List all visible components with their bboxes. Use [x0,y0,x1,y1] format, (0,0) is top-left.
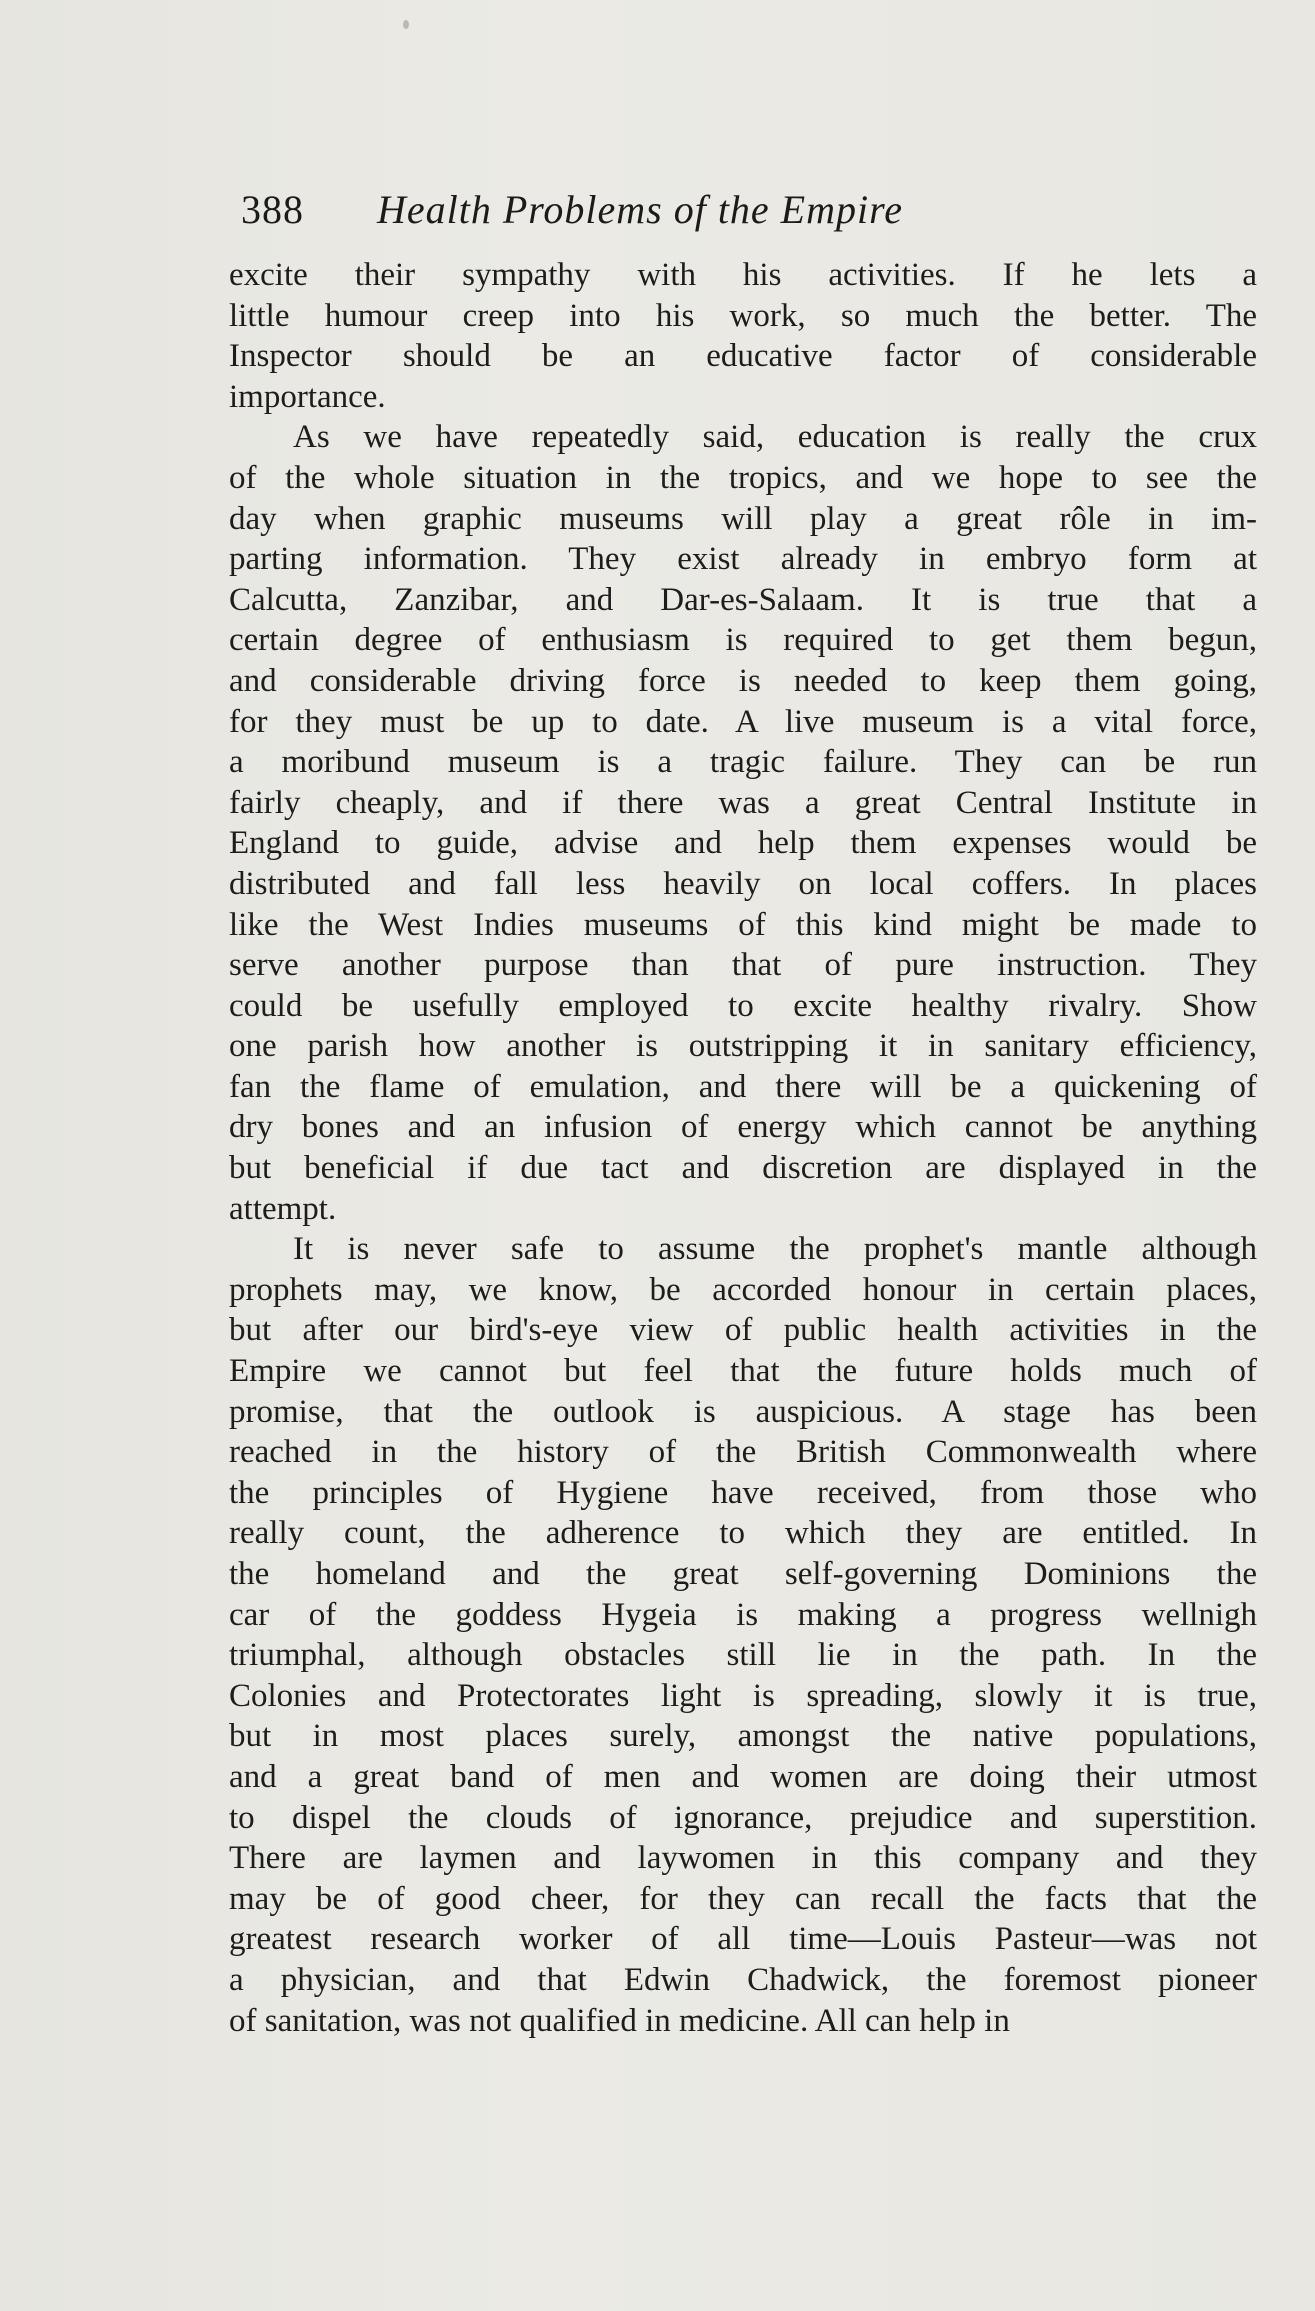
page-number: 388 [241,187,304,232]
text-line: Empire we cannot but feel that the future holds much of [229,1353,1257,1390]
text-line: little humour creep into his work, so much the better. The [229,297,1257,334]
text-line: reached in the history of the British Commonwealth where [229,1434,1257,1471]
text-line: promise, that the outlook is auspicious. A stage has been [229,1393,1257,1430]
text-line: car of the goddess Hygeia is making a progress wellnigh [229,1596,1257,1633]
text-line: parting information. They exist already in embryo form at [229,541,1257,578]
text-line: As we have repeatedly said, education is really the crux [293,419,1257,456]
text-line: for they must be up to date. A live museum is a vital force, [229,703,1257,740]
text-line: a physician, and that Edwin Chadwick, the foremost pioneer [229,1961,1257,1998]
text-line: may be of good cheer, for they can recall the facts that the [229,1880,1257,1917]
text-line: attempt. [229,1190,337,1227]
text-line: dry bones and an infusion of energy which cannot be anything [229,1109,1257,1146]
text-line: excite their sympathy with his activities. If he lets a [229,257,1257,293]
paragraph [229,255,1257,417]
text-line: day when graphic museums will play a great rôle in im- [229,500,1257,537]
text-line: distributed and fall less heavily on local coffers. In places [229,865,1257,902]
text-line: Colonies and Protectorates light is spreading, slowly it is true, [229,1677,1257,1714]
text-line: the principles of Hygiene have received, from those who [229,1474,1257,1511]
body-text [229,255,1257,2041]
text-line: There are laymen and laywomen in this company and they [229,1840,1257,1877]
text-line: one parish how another is outstripping it in sanitary efficiency, [229,1028,1257,1065]
text-line: prophets may, we know, be accorded honour in certain places, [229,1271,1257,1308]
text-line: really count, the adherence to which they are entitled. In [229,1515,1257,1552]
text-line: Inspector should be an educative factor of considerable [229,338,1257,375]
text-line: but beneficial if due tact and discretion are displayed in the [229,1150,1257,1187]
text-line: triumphal, although obstacles still lie in the path. In the [229,1637,1257,1674]
text-line: of the whole situation in the tropics, and we hope to see the [229,459,1257,496]
text-line: could be usefully employed to excite healthy rivalry. Show [229,987,1257,1024]
text-line: but after our bird's-eye view of public health activities in the [229,1312,1257,1349]
text-line: of sanitation, was not qualified in medicine. All can help in [229,2002,1010,2039]
text-line: like the West Indies museums of this kind might be made to [229,906,1257,943]
text-line: fan the flame of emulation, and there will be a quickening of [229,1068,1257,1105]
text-line: and considerable driving force is needed to keep them going, [229,662,1257,699]
text-line: fairly cheaply, and if there was a great Central Institute in [229,784,1257,821]
paragraph [229,417,1257,1229]
text-line: England to guide, advise and help them expenses would be [229,825,1257,862]
text-line: a moribund museum is a tragic failure. They can be run [229,744,1257,781]
text-line: certain degree of enthusiasm is required to get them begun, [229,622,1257,659]
paper-speck [403,20,409,29]
paragraph [229,1229,1257,2041]
text-line: and a great band of men and women are doing their utmost [229,1758,1257,1795]
text-line: greatest research worker of all time—Louis Pasteur—was not [229,1921,1257,1958]
text-line: importance. [229,378,386,415]
running-title: Health Problems of the Empire [377,187,903,232]
text-line: serve another purpose than that of pure instruction. They [229,947,1257,984]
text-line: the homeland and the great self-governing Dominions the [229,1556,1257,1592]
text-line: to dispel the clouds of ignorance, prejudice and superstition. [229,1799,1257,1836]
page-header [241,186,1071,246]
text-line: Calcutta, Zanzibar, and Dar-es-Salaam. It is true that a [229,581,1257,618]
text-line: It is never safe to assume the prophet's mantle although [293,1231,1257,1268]
text-line: but in most places surely, amongst the native populations, [229,1718,1257,1755]
